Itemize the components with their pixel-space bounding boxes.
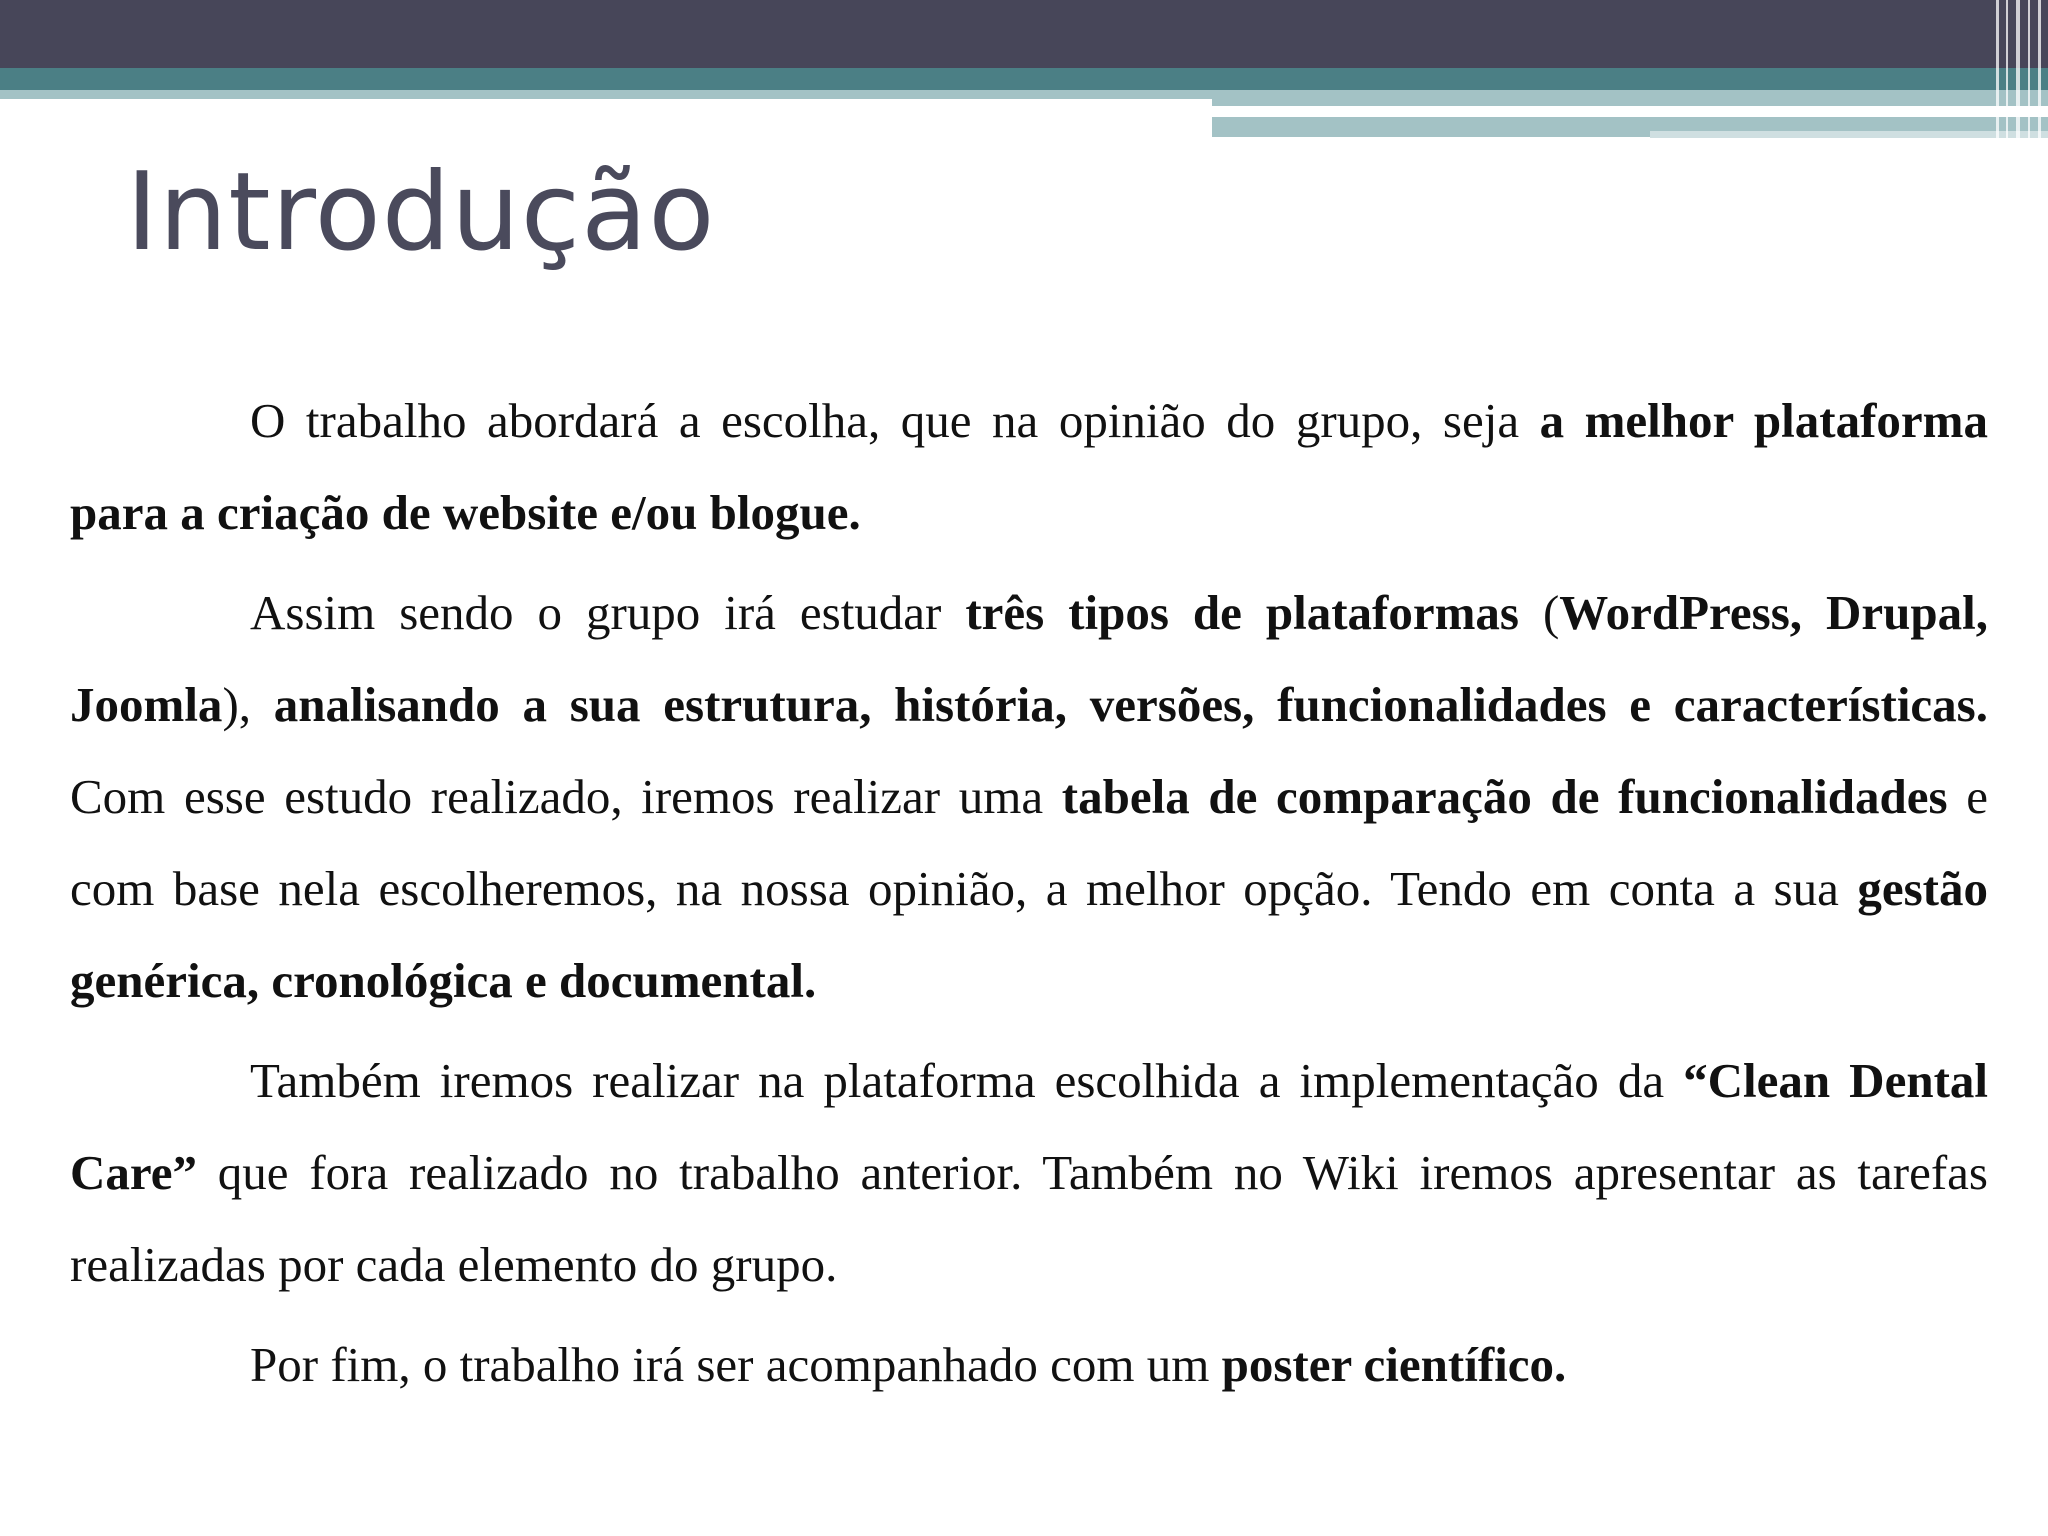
paragraph <box>70 567 1988 1027</box>
header-band-light <box>0 90 1212 99</box>
header-band-teal <box>0 68 2048 90</box>
bold-text-run: três tipos de plataformas <box>965 585 1519 640</box>
bold-text-run: a melhor plataforma para a criação de website e/ou blogue. <box>70 393 1988 540</box>
text-run: Também iremos realizar na plataforma escolhida a implementação da <box>250 1053 1684 1108</box>
header-band-right-upper <box>1212 90 2048 106</box>
slide-title: Introdução <box>126 150 716 275</box>
text-run: e com base nela escolheremos, na nossa opinião, a melhor opção. Tendo em conta a sua <box>70 769 1989 916</box>
text-run: que fora realizado no trabalho anterior. Também no Wiki iremos apresentar as tarefas realizadas por cada elemento do grupo. <box>70 1145 1988 1292</box>
header-band-right-tail <box>1650 131 2048 138</box>
bold-text-run: poster científico. <box>1221 1337 1567 1392</box>
text-run: Assim sendo o grupo irá estudar <box>250 585 966 640</box>
header-edge-stripes <box>1990 0 2048 140</box>
bold-text-run: “Clean Dental Care” <box>70 1053 1988 1200</box>
text-run: Com esse estudo realizado, iremos realizar uma <box>70 769 1062 824</box>
header-band-dark <box>0 0 2048 68</box>
paragraph <box>70 1035 1988 1311</box>
bold-text-run: analisando a sua estrutura, história, versões, funcionalidades e características. <box>273 677 1988 732</box>
bold-text-run: WordPress, Drupal, Joomla <box>70 585 1988 732</box>
slide-body <box>70 375 1988 1419</box>
paragraph <box>70 375 1988 559</box>
header-band-right-gap <box>1212 110 1897 117</box>
text-run: O trabalho abordará a escolha, que na opinião do grupo, seja <box>250 393 1540 448</box>
bold-text-run: tabela de comparação de funcionalidades <box>1061 769 1948 824</box>
bold-text-run: gestão genérica, cronológica e documental. <box>70 861 1988 1008</box>
text-run: ), <box>222 677 274 732</box>
paragraph <box>70 1319 1988 1411</box>
text-run: ( <box>1519 585 1560 640</box>
text-run: Por fim, o trabalho irá ser acompanhado com um <box>250 1337 1222 1392</box>
